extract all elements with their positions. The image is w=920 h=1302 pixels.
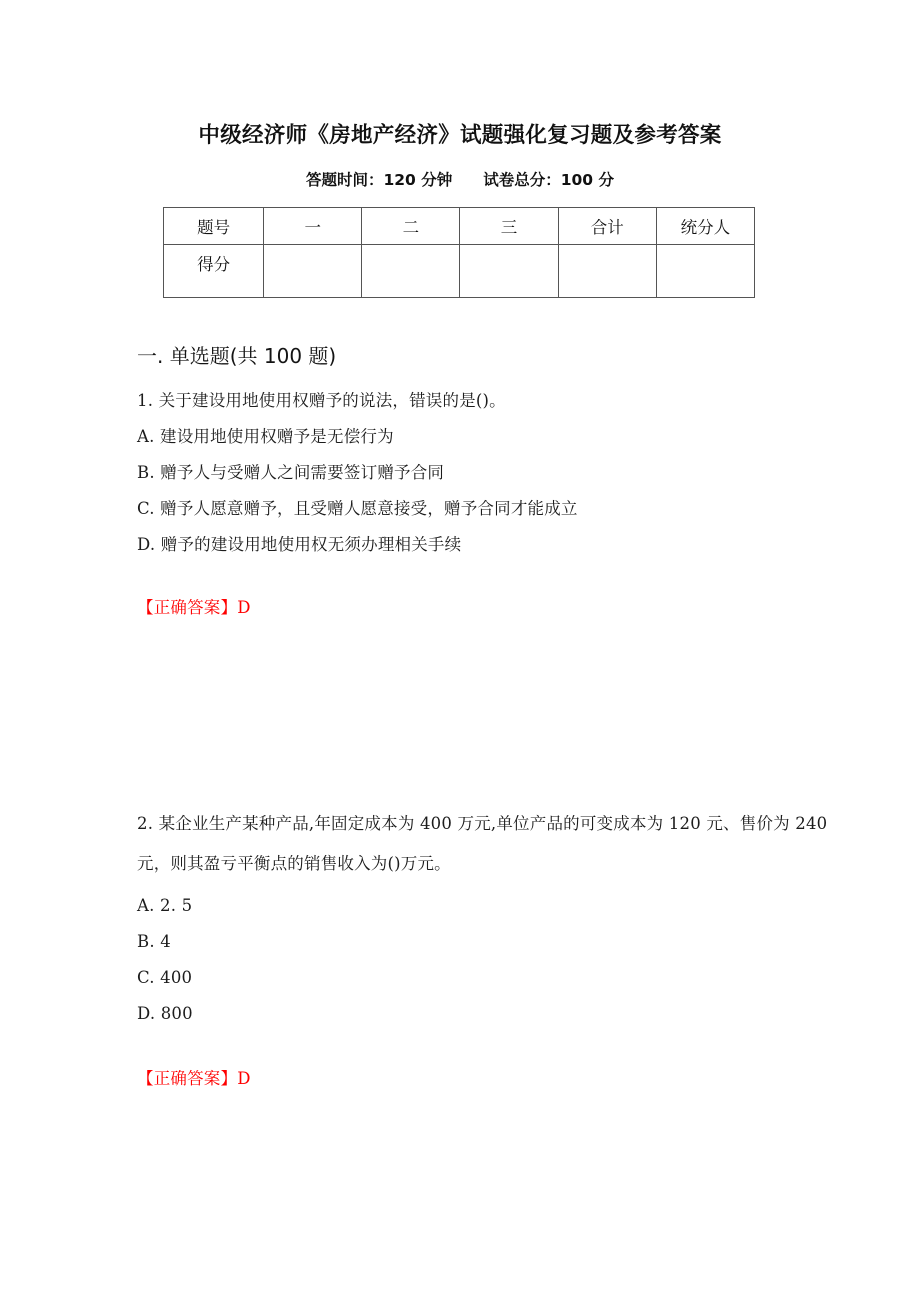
score-table-cell: [460, 245, 558, 298]
answer-value: D: [237, 1069, 251, 1088]
question-option-d[interactable]: D. 赠予的建设用地使用权无须办理相关手续: [137, 535, 462, 554]
question-option-a[interactable]: A. 建设用地使用权赠予是无偿行为: [137, 427, 394, 446]
score-table: [163, 207, 755, 298]
question-option-c[interactable]: C. 赠予人愿意赠予，且受赠人愿意接受，赠予合同才能成立: [137, 499, 578, 518]
answer-value: D: [237, 598, 251, 617]
table-row: [164, 208, 755, 245]
question-option-b[interactable]: B. 赠予人与受赠人之间需要签订赠予合同: [137, 463, 445, 482]
score-table-row-label: 得分: [164, 245, 264, 298]
section-heading: 一. 单选题(共 100 题): [137, 344, 337, 368]
question-option-b[interactable]: B. 4: [137, 932, 171, 951]
question-stem: 1. 关于建设用地使用权赠予的说法，错误的是()。: [137, 391, 506, 410]
score-table-cell: [362, 245, 460, 298]
answer-label: 【正确答案】: [137, 598, 238, 617]
answer-row: [137, 593, 837, 623]
score-table-cell: [656, 245, 754, 298]
score-table-cell: [558, 245, 656, 298]
exam-meta-subtitle: 答题时间：120 分钟 试卷总分：100 分: [305, 171, 614, 189]
question-options: [137, 419, 837, 563]
answer-row: [137, 1064, 837, 1094]
question-options: [137, 888, 837, 1032]
page-title: 中级经济师《房地产经济》试题强化复习题及参考答案: [198, 123, 722, 148]
answer-label: 【正确答案】: [137, 1069, 238, 1088]
score-table-header-cell: 统分人: [656, 208, 754, 245]
score-table-header-cell: 合计: [558, 208, 656, 245]
question-option-c[interactable]: C. 400: [137, 968, 193, 987]
table-row: [164, 245, 755, 298]
score-table-header-cell: 二: [362, 208, 460, 245]
question-option-a[interactable]: A. 2. 5: [137, 896, 193, 915]
score-table-cell: [264, 245, 362, 298]
score-table-header-cell: 一: [264, 208, 362, 245]
question-option-d[interactable]: D. 800: [137, 1004, 193, 1023]
question-stem: 2. 某企业生产某种产品,年固定成本为 400 万元,单位产品的可变成本为 120 元、售价为 240 元，则其盈亏平衡点的销售收入为()万元。: [137, 814, 833, 873]
question-block: [137, 383, 837, 623]
score-table-header-cell: 题号: [164, 208, 264, 245]
score-table-header-cell: 三: [460, 208, 558, 245]
question-block: [137, 804, 837, 1094]
